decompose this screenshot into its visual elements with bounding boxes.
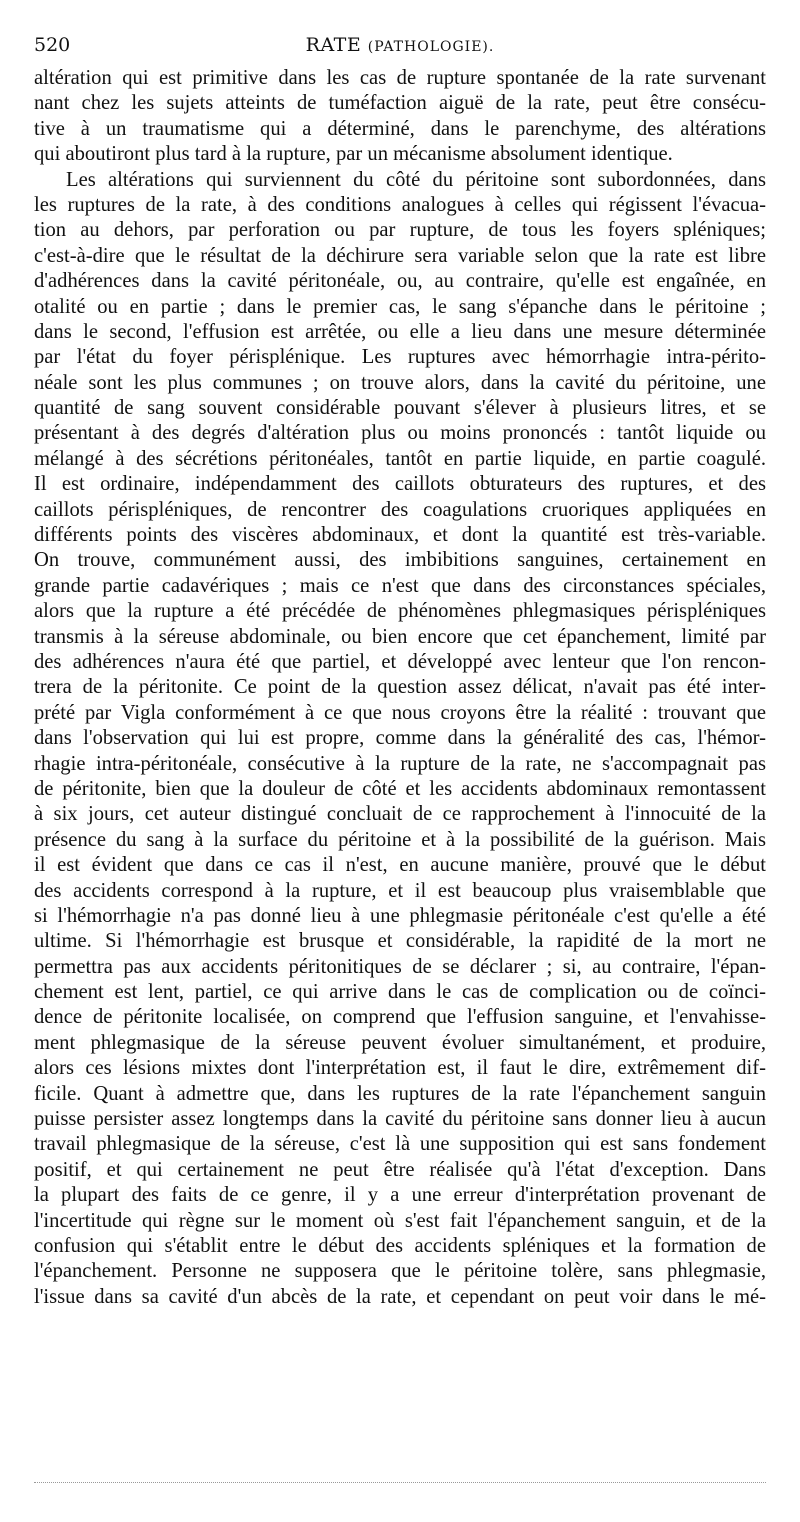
text-line: à six jours, cet auteur distingué concluait de ce rapprochement à l'innocuité de la — [34, 803, 766, 826]
text-line: tive à un traumatisme qui a déterminé, dans le parenchyme, des altérations — [34, 117, 766, 140]
text-line: l'incertitude qui règne sur le moment où s'est fait l'épanchement sanguin, et de la — [34, 1209, 766, 1232]
text-line: dans le second, l'effusion est arrêtée, ou elle a lieu dans une mesure déterminée — [34, 320, 766, 343]
text-line: rhagie intra-péritonéale, consécutive à la rupture de la rate, ne s'accompagnait pas — [34, 752, 766, 775]
text-line: les ruptures de la rate, à des conditions analogues à celles qui régissent l'évacua- — [34, 193, 766, 216]
text-line: par l'état du foyer périsplénique. Les ruptures avec hémorrhagie intra-périto- — [34, 346, 766, 369]
text-line: présentant à des degrés d'altération plus ou moins prononcés : tantôt liquide ou — [34, 422, 766, 445]
text-line: trera de la péritonite. Ce point de la question assez délicat, n'avait pas été inter- — [34, 676, 766, 699]
text-line: l'issue dans sa cavité d'un abcès de la rate, et cependant on peut voir dans le mé- — [34, 1285, 766, 1308]
text-line: Les altérations qui surviennent du côté du péritoine sont subordonnées, dans — [66, 168, 766, 191]
text-line: On trouve, communément aussi, des imbibitions sanguines, certainement en — [34, 549, 766, 572]
text-line: travail phlegmasique de la séreuse, c'est là une supposition qui est sans fondement — [34, 1133, 766, 1156]
text-line: tion au dehors, par perforation ou par rupture, de tous les foyers spléniques; — [34, 219, 766, 242]
text-line: différents points des viscères abdominaux, et dont la quantité est très-variable. — [34, 524, 766, 547]
text-line: c'est-à-dire que le résultat de la déchirure sera variable selon que la rate est libre — [34, 244, 766, 267]
running-subtitle: (PATHOLOGIE). — [367, 39, 495, 55]
text-line: qui aboutiront plus tard à la rupture, par un mécanisme absolument identique. — [34, 143, 673, 166]
text-line: altération qui est primitive dans les cas de rupture spontanée de la rate survenant — [34, 67, 766, 89]
page-number: 520 — [34, 34, 71, 56]
text-line: permettra pas aux accidents péritonitiques de se déclarer ; si, au contraire, l'épan- — [34, 955, 766, 978]
text-line: l'épanchement. Personne ne supposera que le péritoine tolère, sans phlegmasie, — [34, 1260, 766, 1283]
text-line: chement est lent, partiel, ce qui arrive dans le cas de complication ou de coïnci- — [34, 981, 766, 1004]
text-line: grande partie cadavériques ; mais ce n'est que dans des circonstances spéciales, — [34, 574, 766, 597]
text-line: alors que la rupture a été précédée de phénomènes phlegmasiques périspléniques — [34, 600, 766, 623]
text-line: des accidents correspond à la rupture, et il est beaucoup plus vraisemblable que — [34, 879, 766, 902]
text-line: quantité de sang souvent considérable pouvant s'élever à plusieurs litres, et se — [34, 397, 766, 420]
text-line: dence de péritonite localisée, on comprend que l'effusion sanguine, et l'envahisse- — [34, 1006, 766, 1029]
body-text — [34, 66, 766, 1310]
text-line: si l'hémorrhagie n'a pas donné lieu à une phlegmasie péritonéale c'est qu'elle a été — [34, 904, 766, 927]
running-title: RATE — [305, 34, 362, 56]
running-head — [34, 34, 766, 56]
text-line: prété par Vigla conformément à ce que nous croyons être la réalité : trouvant que — [34, 701, 766, 724]
text-line: positif, et qui certainement ne peut être réalisée qu'à l'état d'exception. Dans — [34, 1158, 766, 1181]
text-line: des adhérences n'aura été que partiel, et développé avec lenteur que l'on rencon- — [34, 650, 766, 673]
text-line: présence du sang à la surface du péritoine et à la possibilité de la guérison. Mais — [34, 828, 766, 851]
text-line: caillots périspléniques, de rencontrer des coagulations cruoriques appliquées en — [34, 498, 766, 521]
text-line: otalité ou en partie ; dans le premier cas, le sang s'épanche dans le péritoine ; — [34, 295, 766, 318]
text-line: ficile. Quant à admettre que, dans les ruptures de la rate l'épanchement sanguin — [34, 1082, 766, 1105]
text-line: mélangé à des sécrétions péritonéales, tantôt en partie liquide, en partie coagulé. — [34, 447, 766, 470]
text-line: nant chez les sujets atteints de tuméfaction aiguë de la rate, peut être consécu- — [34, 92, 766, 115]
text-line: Il est ordinaire, indépendamment des caillots obturateurs des ruptures, et des — [34, 473, 766, 496]
text-line: ment phlegmasique de la séreuse peuvent évoluer simultanément, et produire, — [34, 1031, 766, 1054]
text-line: puisse persister assez longtemps dans la cavité du péritoine sans donner lieu à aucun — [34, 1108, 766, 1131]
text-line: dans l'observation qui lui est propre, comme dans la généralité des cas, l'hémor- — [34, 727, 766, 750]
text-line: ultime. Si l'hémorrhagie est brusque et considérable, la rapidité de la mort ne — [34, 930, 766, 953]
text-line: transmis à la séreuse abdominale, ou bien encore que cet épanchement, limité par — [34, 625, 766, 648]
text-line: alors ces lésions mixtes dont l'interprétation est, il faut le dire, extrêmement dif- — [34, 1057, 766, 1080]
page-header — [34, 30, 766, 60]
text-line: la plupart des faits de ce genre, il y a une erreur d'interprétation provenant de — [34, 1184, 766, 1207]
text-line: de péritonite, bien que la douleur de côté et les accidents abdominaux remontassent — [34, 777, 766, 800]
footer-rule — [34, 1482, 766, 1483]
text-line: néale sont les plus communes ; on trouve alors, dans la cavité du péritoine, une — [34, 371, 766, 394]
text-line: il est évident que dans ce cas il n'est, en aucune manière, prouvé que le début — [34, 854, 766, 877]
text-line: d'adhérences dans la cavité péritonéale, ou, au contraire, qu'elle est engaînée, en — [34, 270, 766, 293]
text-line: confusion qui s'établit entre le début des accidents spléniques et la formation de — [34, 1234, 766, 1257]
